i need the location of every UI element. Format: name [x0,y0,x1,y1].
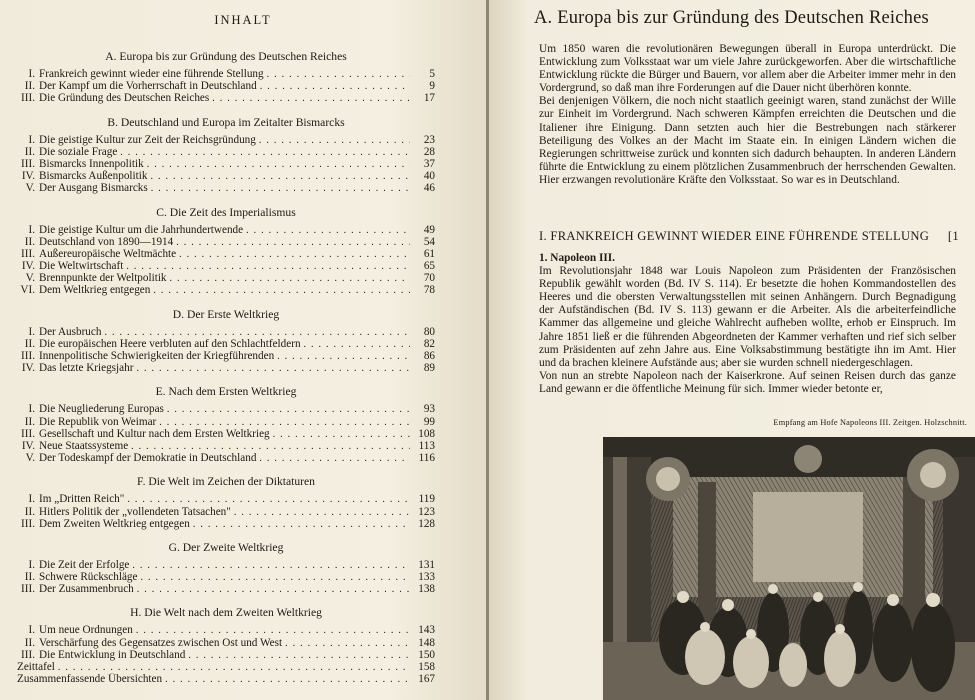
toc-entry-number: II. [24,415,35,428]
toc-section-heading: H. Die Welt nach dem Zweiten Weltkrieg [130,606,322,620]
toc-leader-dots [188,650,410,661]
toc-entry-title: Bismarcks Innenpolitik [39,157,144,170]
toc-entry-number: III. [21,92,35,105]
toc-entry-title: Um neue Ordnungen [39,624,133,637]
toc-section [17,474,435,530]
toc-entry [17,637,435,649]
toc-section [17,307,435,375]
toc-entry-title: Der Ausgang Bismarcks [39,182,148,195]
toc-entry [17,284,435,296]
toc-page-number: 148 [418,636,435,649]
toc-entry-number: III. [21,517,35,530]
toc-entry-number: III. [21,427,35,440]
toc-leader-dots [246,225,410,236]
contents-title: INHALT [214,13,272,27]
toc-entry-title: Deutschland von 1890—1914 [39,235,174,248]
body-paragraph: Von nun an strebte Napoleon nach der Kaiserkrone. Auf seinen Reisen durch das ganze Land gewann er die öffentliche Meinung für sich. Immer wieder betonte er, [539,369,956,395]
toc-entry [17,248,435,260]
toc-entry-number: I. [28,403,35,416]
toc-page-number: 131 [418,558,435,571]
woodcut-illustration [603,437,975,700]
toc-section-heading: G. Der Zweite Weltkrieg [168,540,284,554]
toc-entry [17,624,435,636]
toc-entry-title: Zeittafel [17,661,55,673]
toc-entry-title: Gesellschaft und Kultur nach dem Ersten Weltkrieg [39,427,270,440]
toc-entry [17,428,435,440]
toc-leader-dots [126,261,410,272]
body-paragraph: Im Revolutionsjahr 1848 war Louis Napoleon zum Präsidenten der Französischen Republik gewählt worden (Bd. IV S. 114). Er besetzte die hohen Kommandostellen des Heeres und die obersten Verwaltungsstellen mit seinen Anhängern. Durch Begnadigung der Aufständischen (Bd. IV S. 113) gewann er die Arbeiter. Als die arbeiterfeindliche Kammer das allgemeine und gleiche Wahlrecht aufheben wollte, erhob er Einspruch. Im Jahre 1851 ließ er die führenden Abgeordneten der Kammer verhaften und rief sich selber zum Präsidenten auf zehn Jahre aus. Eine Volksabstimmung bestätigte ihn im Amt. Hier und da brachen kleinere Aufstände aus; aber sie wurden schnell niedergeschlagen. [539,265,956,369]
toc-page-number: 78 [423,284,435,297]
toc-section [17,540,435,596]
toc-page-number: 40 [423,170,435,183]
toc-leader-dots [170,273,410,284]
toc-leader-dots [193,519,410,530]
toc-entry-title: Der Ausbruch [39,325,102,338]
toc-leader-dots [267,69,410,80]
toc-entry [17,362,435,374]
subsection-title: 1. Napoleon III. [539,252,615,264]
illustration-caption: Empfang am Hofe Napoleons III. Zeitgen. Holzschnitt. [773,418,967,427]
toc-entry [17,134,435,146]
toc-entry [17,416,435,428]
toc-section [17,384,435,464]
toc-page-number: 17 [423,92,435,105]
toc-entry-number: I. [28,558,35,571]
toc-section [17,115,435,195]
toc-section [17,605,435,685]
toc-entry [17,170,435,182]
toc-entry [17,260,435,272]
toc-leader-dots [212,93,410,104]
toc-entry-title: Zusammenfassende Übersichten [17,673,163,686]
toc-entry-title: Die Gründung des Deutschen Reiches [39,92,210,105]
chapter-title: A. Europa bis zur Gründung des Deutschen Reiches [534,8,929,28]
toc-page-number: 70 [423,272,435,285]
toc-entry-number: I. [28,624,35,637]
toc-page-number: 108 [418,427,435,440]
toc-leader-dots [260,81,410,92]
toc-leader-dots [176,237,410,248]
toc-page-number: 138 [418,583,435,596]
toc-leader-dots [259,135,410,146]
toc-entry [17,236,435,248]
toc-entry-title: Frankreich gewinnt wieder eine führende Stellung [39,68,264,80]
toc-entry [17,92,435,104]
toc-entry [17,146,435,158]
toc-entry-number: III. [21,247,35,260]
toc-leader-dots [147,159,410,170]
toc-leader-dots [132,560,410,571]
toc-entry-number: I. [28,223,35,236]
toc-leader-dots [127,494,410,505]
section-heading [539,229,959,244]
toc-entry-title: Die Entwicklung in Deutschland [39,648,186,661]
toc-section-heading: A. Europa bis zur Gründung des Deutschen Reiches [105,50,347,63]
toc-page-number: 143 [418,624,435,637]
toc-entry [17,493,435,505]
toc-entry-title: Die soziale Frage [39,145,118,158]
toc-leader-dots [137,584,410,595]
toc-entry-number: IV. [21,260,35,273]
toc-page-number: 61 [423,247,435,260]
toc-page-number: 113 [418,439,435,452]
toc-entry-title: Die Republik von Weimar [39,415,157,428]
toc-entry [17,452,435,464]
toc-page-number: 167 [418,673,435,686]
toc-page-number: 133 [418,571,435,584]
toc-entry-title: Verschärfung des Gegensatzes zwischen Ost und West [39,636,283,649]
toc-entry-title: Die europäischen Heere verbluten auf den Schlachtfeldern [39,337,301,350]
toc-entry-number: V. [25,182,35,195]
toc-page-number: 28 [423,145,435,158]
toc-entry-title: Die Neugliederung Europas [39,403,164,416]
toc-leader-dots [285,638,410,649]
toc-entry-number: I. [28,325,35,338]
intro-paragraph: Bei denjenigen Völkern, die noch nicht staatlich geeinigt waren, stand zunächst der Wille zur Einheit im Vordergrund. Nach schweren Kämpfen erreichten die Deutschen und die Italiener ihre Einigung. Dann setzten auch hier die Bestrebungen nach stärkerer Beteiligung des Volkes an der Macht im Staate ein. In einigen Ländern wichen die Regierungen schrittweise zurück und konnten sich dadurch behaupten. In anderen Ländern führte die Entwicklung zu einem plötzlichen Zusammenbruch der herrschenden Gewalten. Hier erzwangen revolutionäre Kräfte den Volksstaat. So war es in Deutschland. [539,95,956,186]
toc-entry [17,272,435,284]
toc-section-heading: B. Deutschland und Europa im Zeitalter Bismarcks [107,115,345,129]
toc-entry [17,518,435,530]
toc-leader-dots [277,351,410,362]
toc-entry-number: I. [28,68,35,80]
toc-leader-dots [159,417,410,428]
toc-entry [17,68,435,80]
toc-page-number: 150 [418,648,435,661]
toc-page-number: 65 [423,260,435,273]
toc-page-number: 119 [418,493,435,506]
toc-leader-dots [58,662,410,673]
toc-entry-number: III. [21,350,35,362]
toc-entry-title: Bismarcks Außenpolitik [39,170,148,183]
toc-entry [17,583,435,595]
table-of-contents [17,49,435,695]
toc-entry [17,403,435,415]
toc-entry [17,326,435,338]
toc-page-number: 9 [429,80,435,93]
toc-entry-title: Schwere Rückschläge [39,571,138,584]
intro-paragraph: Um 1850 waren die revolutionären Bewegungen überall in Europa unterdrückt. Die Entwicklung zum Volksstaat war um viele Jahre zurückgeworfen. Aber die wirtschaftliche Entwicklung rückte die Bürger und Bauern, vor allem aber die Arbeiter immer mehr in den Vordergrund, so daß man ihre Forderungen auf die Dauer nicht überhören konnte. [539,43,956,95]
toc-entry-title: Die geistige Kultur zur Zeit der Reichsgründung [39,133,256,146]
toc-entry [17,661,435,673]
toc-leader-dots [131,441,410,452]
toc-entry-number: V. [25,272,35,285]
toc-entry-number: V. [25,452,35,465]
toc-entry-title: Dem Weltkrieg entgegen [39,284,151,297]
toc-entry-title: Der Zusammenbruch [39,583,134,596]
toc-leader-dots [136,625,410,636]
margin-marker: [1 [947,229,959,243]
toc-entry [17,338,435,350]
toc-page-number: 99 [423,415,435,428]
toc-entry-title: Das letzte Kriegsjahr [39,362,134,375]
toc-entry-title: Brennpunkte der Weltpolitik [39,272,167,285]
toc-page-number: 128 [418,517,435,530]
toc-entry-number: III. [21,583,35,596]
toc-page-number: 54 [423,235,435,248]
toc-entry [17,673,435,685]
toc-entry [17,350,435,362]
toc-leader-dots [179,249,410,260]
toc-entry [17,224,435,236]
toc-page-number: 23 [423,133,435,146]
toc-page-number: 123 [418,505,435,518]
toc-leader-dots [234,507,410,518]
toc-entry-number: II. [24,505,35,518]
toc-entry-number: III. [21,157,35,170]
toc-entry-number: VI. [20,284,35,297]
toc-section-heading: D. Der Erste Weltkrieg [172,307,280,321]
toc-entry-title: Der Todeskampf der Demokratie in Deutschland [39,452,257,465]
toc-leader-dots [140,572,410,583]
toc-page-number: 49 [423,223,435,236]
toc-entry [17,571,435,583]
toc-entry-number: IV. [21,362,35,375]
toc-page-number: 116 [418,452,435,465]
body-text [539,252,956,396]
toc-page-number: 37 [423,157,435,170]
toc-entry-number: II. [24,337,35,350]
toc-leader-dots [259,453,410,464]
toc-entry-number: II. [24,80,35,93]
toc-leader-dots [167,404,410,415]
toc-entry-title: Im „Dritten Reich" [39,493,125,506]
toc-section-heading: F. Die Welt im Zeichen der Diktaturen [137,475,315,489]
toc-section [17,49,435,105]
toc-leader-dots [165,674,410,685]
toc-leader-dots [150,171,410,182]
toc-entry-number: II. [24,235,35,248]
toc-section-heading: C. Die Zeit des Imperialismus [156,205,296,219]
toc-entry-title: Außereuropäische Weltmächte [39,247,177,260]
toc-entry-title: Hitlers Politik der „vollendeten Tatsachen" [39,505,231,518]
toc-entry-number: II. [24,145,35,158]
left-page-contents [0,0,486,700]
toc-page-number: 89 [423,362,435,375]
toc-entry-title: Die Zeit der Erfolge [39,558,130,571]
toc-entry-number: IV. [21,170,35,183]
toc-entry-number: II. [24,571,35,584]
toc-entry-number: II. [24,636,35,649]
toc-page-number: 93 [423,403,435,416]
toc-entry-title: Die Weltwirtschaft [39,260,124,273]
toc-leader-dots [304,339,410,350]
toc-section-heading: E. Nach dem Ersten Weltkrieg [155,385,297,399]
toc-entry-number: I. [28,493,35,506]
right-page-text [489,0,975,700]
toc-section [17,205,435,297]
toc-page-number: 5 [429,68,435,80]
toc-leader-dots [104,327,410,338]
toc-page-number: 82 [423,337,435,350]
toc-leader-dots [273,429,410,440]
toc-entry-title: Dem Zweiten Weltkrieg entgegen [39,517,190,530]
toc-entry-number: I. [28,133,35,146]
toc-page-number: 46 [423,182,435,195]
toc-entry-number: IV. [21,439,35,452]
toc-entry-title: Neue Staatssysteme [39,439,129,452]
toc-page-number: 86 [423,350,435,362]
toc-entry [17,506,435,518]
intro-text [539,43,956,187]
toc-entry-title: Der Kampf um die Vorherrschaft in Deutschland [39,80,257,93]
toc-leader-dots [151,183,410,194]
toc-leader-dots [153,285,410,296]
toc-entry-number: III. [21,648,35,661]
toc-page-number: 80 [423,325,435,338]
toc-leader-dots [120,147,410,158]
section-heading-text: I. FRANKREICH GEWINNT WIEDER EINE FÜHRENDE STELLUNG [539,229,930,243]
toc-leader-dots [136,363,410,374]
toc-entry [17,158,435,170]
toc-entry [17,559,435,571]
toc-entry [17,80,435,92]
toc-entry [17,649,435,661]
toc-entry [17,182,435,194]
toc-page-number: 158 [418,661,435,673]
toc-entry [17,440,435,452]
toc-entry-title: Innenpolitische Schwierigkeiten der Kriegführenden [39,350,275,362]
toc-entry-title: Die geistige Kultur um die Jahrhundertwende [39,223,244,236]
